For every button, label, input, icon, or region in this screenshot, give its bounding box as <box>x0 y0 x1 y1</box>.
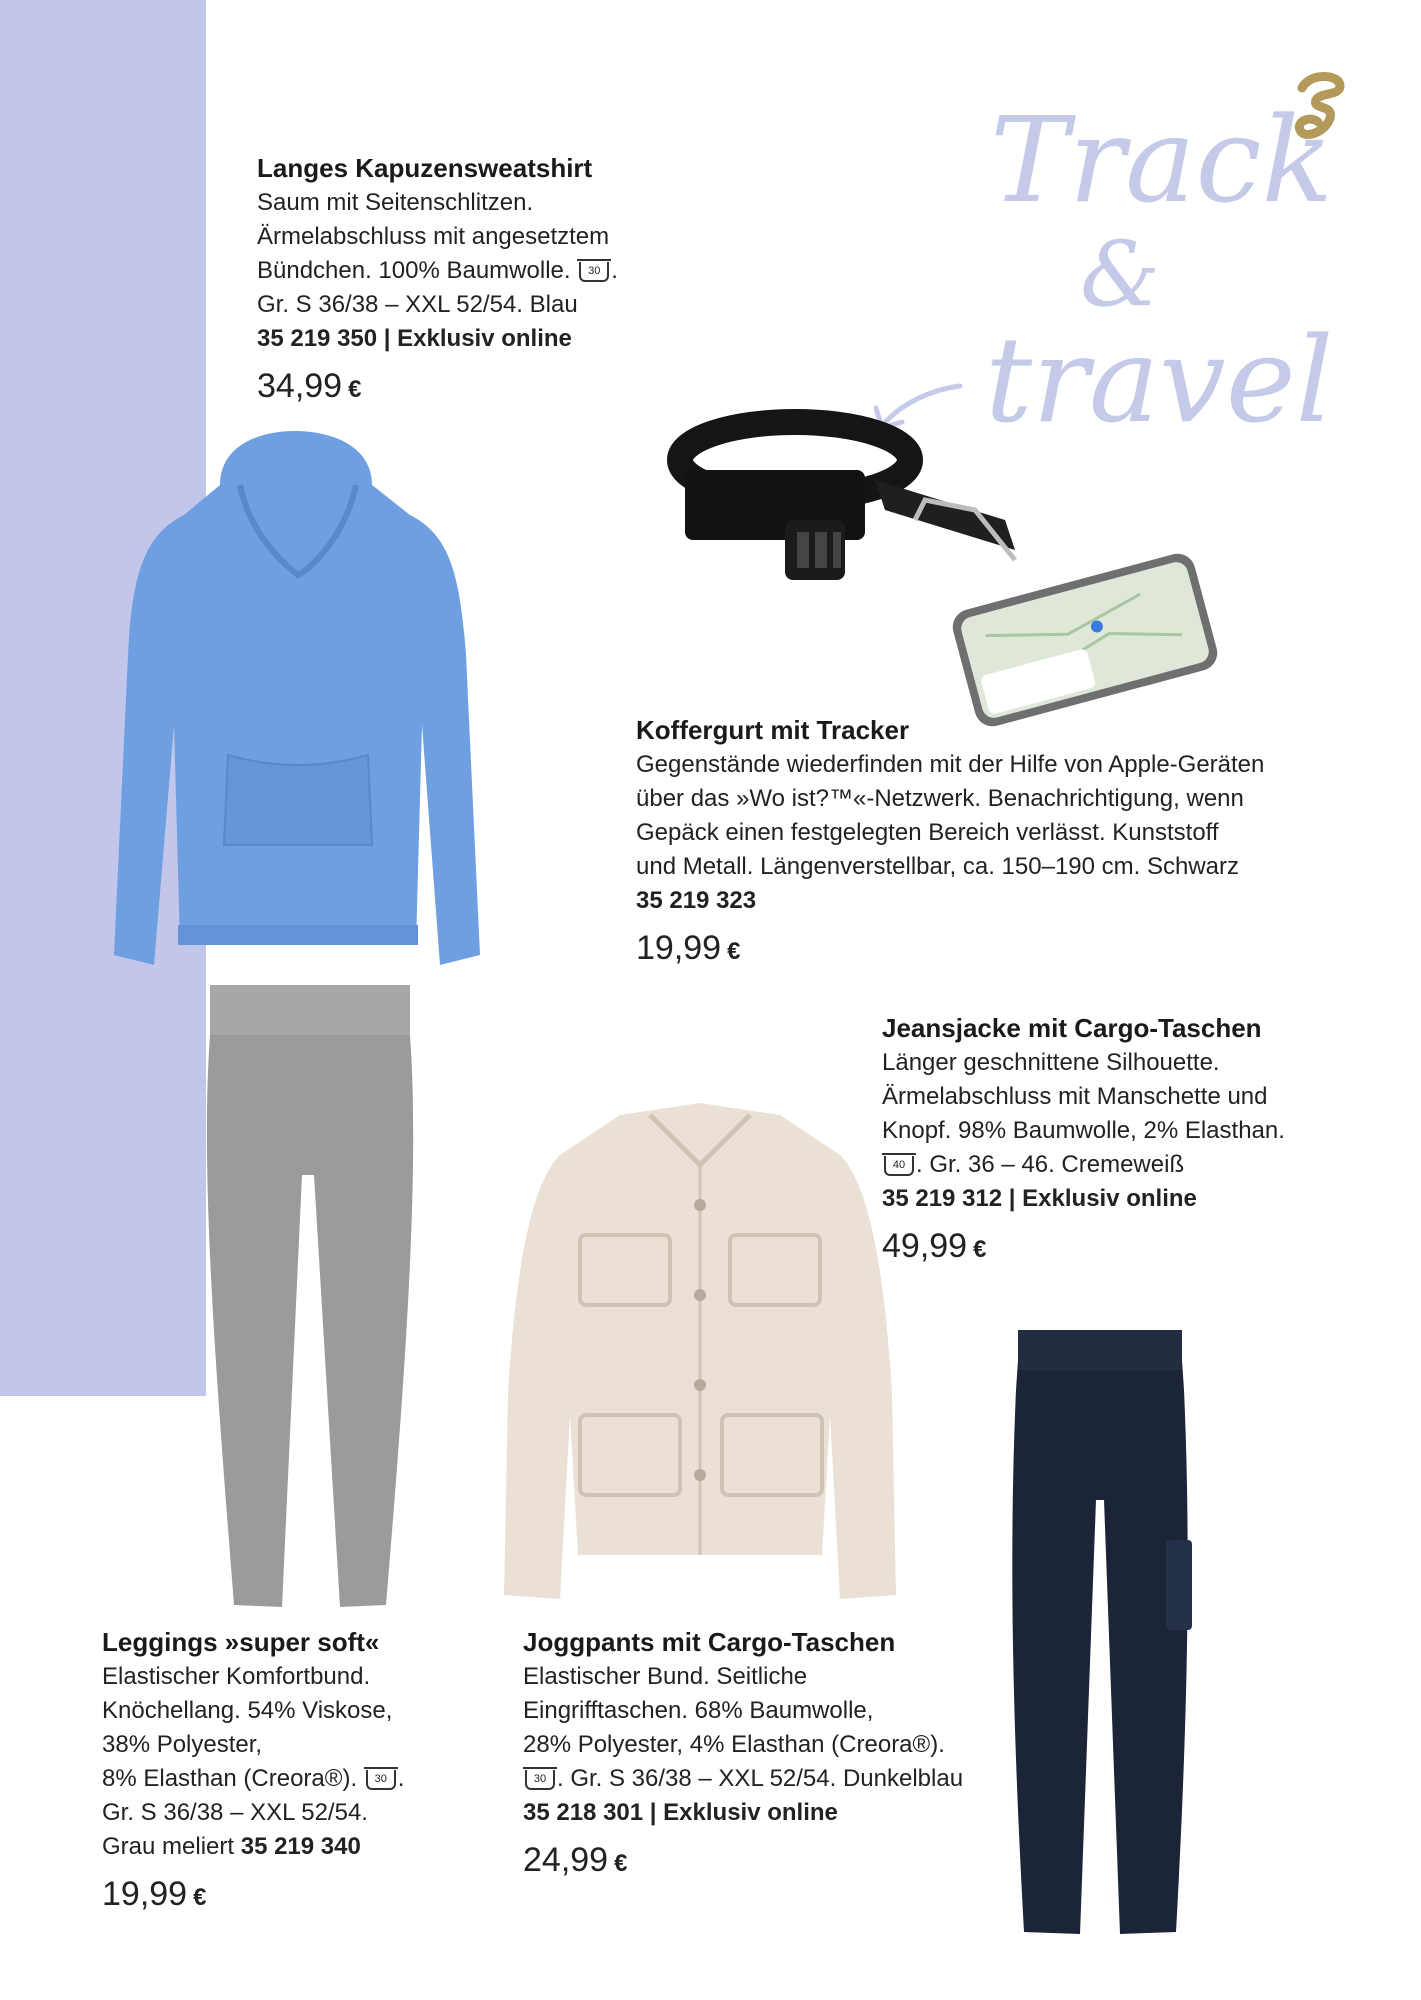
product-price <box>523 1838 963 1886</box>
price-value: 19,99 <box>636 929 722 967</box>
product-description: Saum mit Seitenschlitzen. <box>257 189 534 216</box>
product-description: Gegenstände wiederfinden mit der Hilfe von Apple-Geräten <box>636 751 1265 778</box>
product-description: 28% Polyester, 4% Elasthan (Creora®). <box>523 1731 945 1758</box>
product-title: Koffergurt mit Tracker <box>636 715 910 745</box>
cargo-pants-image <box>1000 1320 1200 1940</box>
product-sku: 35 218 301 | Exklusiv online <box>523 1799 838 1826</box>
product-description: Knopf. 98% Baumwolle, 2% Elasthan. <box>882 1117 1285 1144</box>
headline-track: Track <box>990 91 1334 229</box>
currency-symbol: € <box>973 1236 987 1263</box>
product-description: Elastischer Bund. Seitliche <box>523 1663 808 1690</box>
product-leggings <box>102 1624 404 1920</box>
product-description: Ärmelabschluss mit angesetztem <box>257 223 610 250</box>
headline-travel: travel <box>985 311 1334 449</box>
product-hoodie <box>257 150 618 412</box>
product-description: Grau meliert <box>102 1833 235 1860</box>
product-description: Elastischer Komfortbund. <box>102 1663 371 1690</box>
product-title: Leggings »super soft« <box>102 1627 380 1657</box>
product-description: Eingrifftaschen. 68% Baumwolle, <box>523 1697 874 1724</box>
product-jacket <box>882 1010 1285 1272</box>
product-luggage-strap <box>636 712 1264 974</box>
product-description: über das »Wo ist?™«-Netzwerk. Benachrichtigung, wenn <box>636 785 1244 812</box>
currency-symbol: € <box>193 1884 207 1911</box>
product-description: . Gr. 36 – 46. Cremeweiß <box>916 1151 1185 1178</box>
wash-care-icon: 30 <box>366 1770 396 1790</box>
product-description: und Metall. Längenverstellbar, ca. 150–190 cm. Schwarz <box>636 853 1240 880</box>
leggings-image <box>190 975 430 1615</box>
product-description: Gr. S 36/38 – XXL 52/54. Blau <box>257 291 578 318</box>
luggage-strap-image <box>675 410 1095 590</box>
product-description: 8% Elasthan (Creora®). <box>102 1765 358 1792</box>
product-price <box>636 926 1264 974</box>
currency-symbol: € <box>614 1850 628 1877</box>
headline-ampersand: & <box>1080 222 1161 327</box>
product-description: Bündchen. 100% Baumwolle. <box>257 257 571 284</box>
wash-care-icon: 30 <box>525 1770 555 1790</box>
jacket-image <box>500 1095 900 1605</box>
product-title: Jeansjacke mit Cargo-Taschen <box>882 1013 1262 1043</box>
wash-care-icon: 30 <box>579 262 609 282</box>
product-sku: 35 219 340 <box>240 1833 361 1860</box>
product-description: . <box>397 1765 405 1792</box>
product-description: Länger geschnittene Silhouette. <box>882 1049 1220 1076</box>
price-value: 19,99 <box>102 1875 188 1913</box>
product-sku: 35 219 323 <box>636 887 757 914</box>
price-value: 34,99 <box>257 367 343 405</box>
product-price <box>102 1872 404 1920</box>
currency-symbol: € <box>348 376 362 403</box>
product-title: Langes Kapuzensweatshirt <box>257 153 593 183</box>
price-value: 24,99 <box>523 1841 609 1879</box>
hoodie-image <box>110 425 480 965</box>
product-description: 38% Polyester, <box>102 1731 263 1758</box>
smartphone-image <box>950 570 1220 710</box>
product-description: . Gr. S 36/38 – XXL 52/54. Dunkelblau <box>557 1765 964 1792</box>
product-joggpants <box>523 1624 963 1886</box>
product-sku: 35 219 350 | Exklusiv online <box>257 325 572 352</box>
currency-symbol: € <box>727 938 741 965</box>
product-title: Joggpants mit Cargo-Taschen <box>523 1627 896 1657</box>
product-description: Knöchellang. 54% Viskose, <box>102 1697 393 1724</box>
product-description: Ärmelabschluss mit Manschette und <box>882 1083 1268 1110</box>
product-price <box>882 1224 1285 1272</box>
product-description: . <box>611 257 618 284</box>
product-sku: 35 219 312 | Exklusiv online <box>882 1185 1197 1212</box>
price-value: 49,99 <box>882 1227 968 1265</box>
product-price <box>257 364 618 412</box>
product-description: Gr. S 36/38 – XXL 52/54. <box>102 1799 368 1826</box>
wash-care-icon: 40 <box>884 1156 914 1176</box>
product-description: Gepäck einen festgelegten Bereich verlässt. Kunststoff <box>636 819 1219 846</box>
